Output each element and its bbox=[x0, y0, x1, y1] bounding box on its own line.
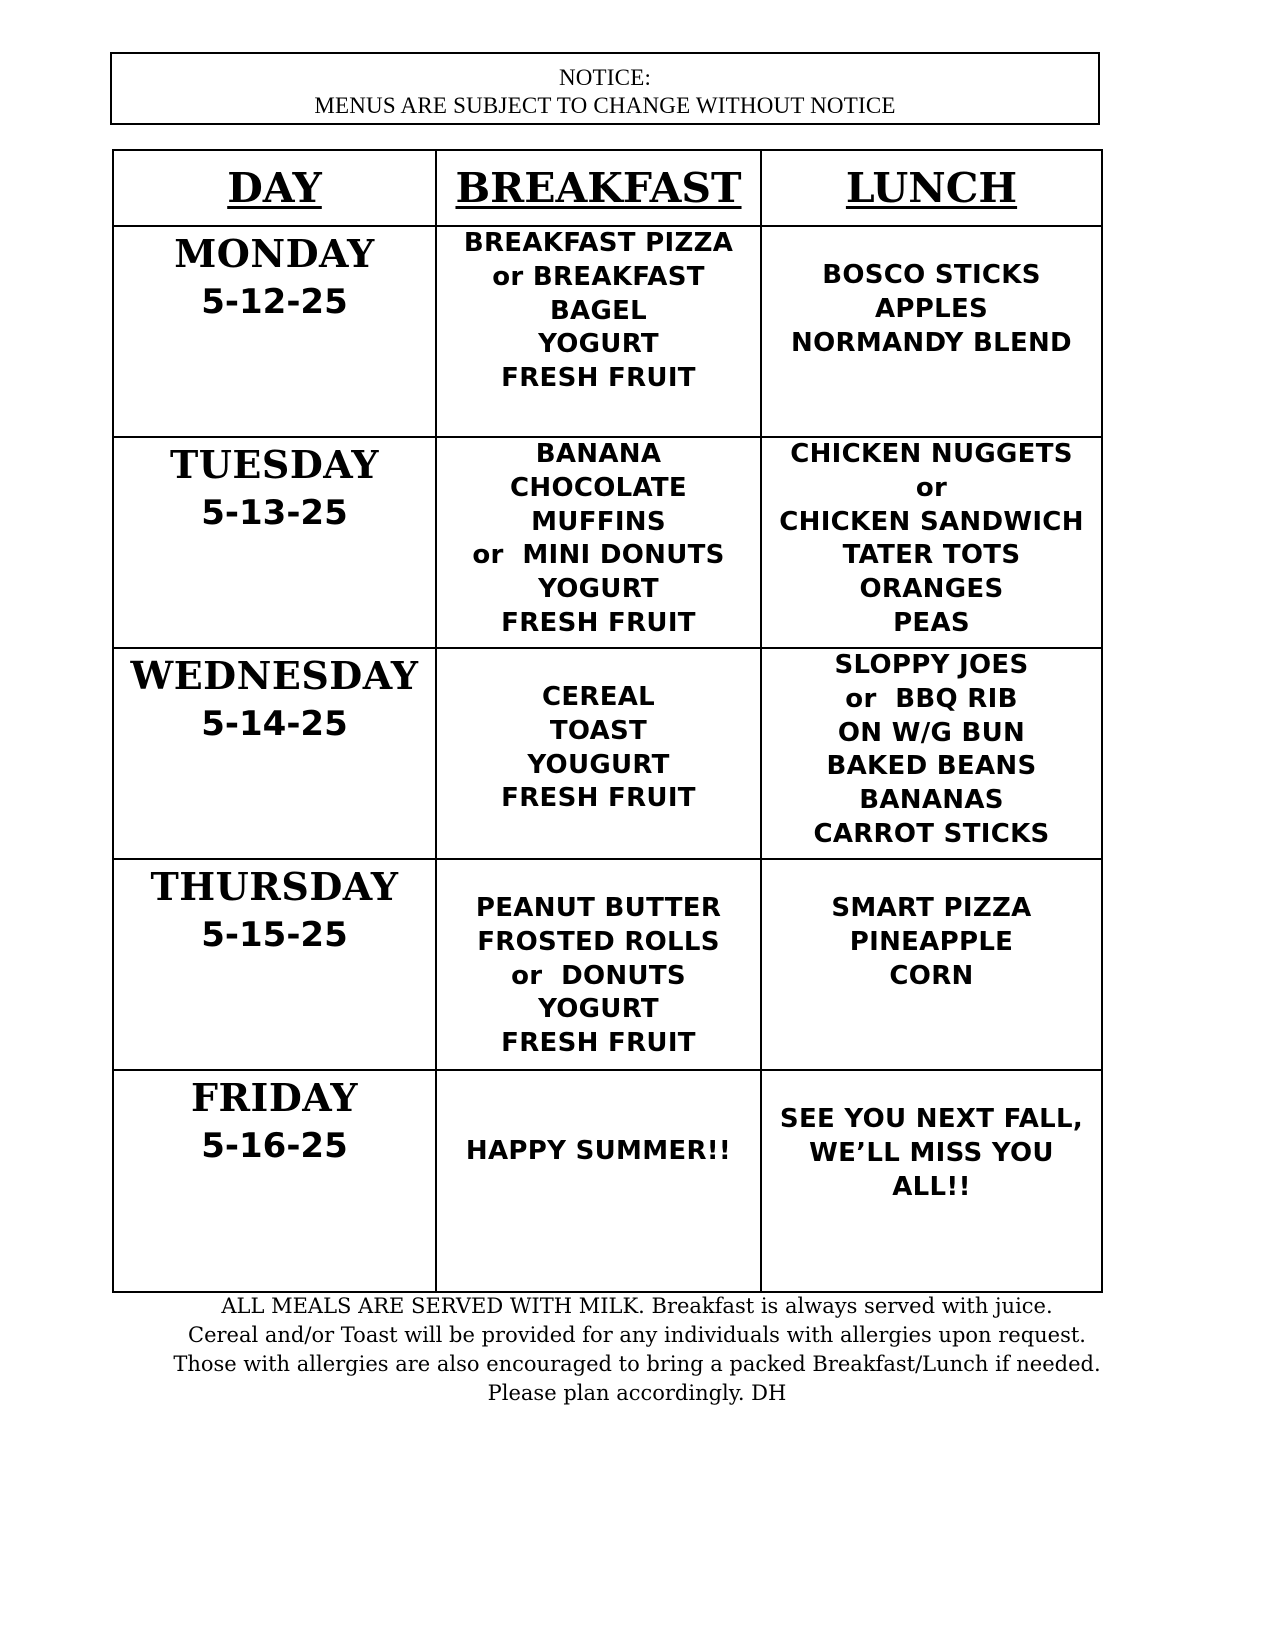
menu-item: PINEAPPLE bbox=[849, 926, 1014, 957]
lunch-items bbox=[762, 649, 1101, 852]
row-thursday bbox=[113, 859, 1102, 1070]
menu-item: CORN bbox=[889, 960, 974, 991]
menu-item: BREAKFAST PIZZA bbox=[463, 228, 734, 258]
row-friday bbox=[113, 1070, 1102, 1292]
menu-item: or BBQ RIB bbox=[845, 683, 1018, 714]
notice-heading: NOTICE: bbox=[558, 65, 652, 90]
menu-item: CEREAL bbox=[541, 682, 656, 712]
menu-item: SMART PIZZA bbox=[831, 893, 1032, 923]
row-tuesday bbox=[113, 437, 1102, 648]
footer-line: ALL MEALS ARE SERVED WITH MILK. Breakfast is always served with juice. bbox=[221, 1294, 1053, 1318]
day-name: FRIDAY bbox=[190, 1075, 358, 1120]
menu-item: or DONUTS bbox=[511, 960, 686, 991]
menu-item: FRESH FRUIT bbox=[501, 783, 696, 814]
menu-item: WE’LL MISS YOU bbox=[809, 1137, 1054, 1168]
breakfast-items bbox=[437, 438, 760, 641]
menu-item: PEANUT BUTTER bbox=[475, 893, 722, 923]
menu-item: YOGURT bbox=[538, 574, 659, 605]
menu-item: MUFFINS bbox=[531, 506, 666, 537]
notice-box bbox=[110, 52, 1100, 125]
day-cell bbox=[113, 859, 436, 1070]
day-date: 5-12-25 bbox=[201, 282, 348, 322]
day-cell bbox=[113, 648, 436, 859]
menu-item: BANANA bbox=[535, 439, 662, 469]
footer-line: Cereal and/or Toast will be provided for any individuals with allergies upon request. bbox=[188, 1323, 1086, 1347]
day-date: 5-16-25 bbox=[201, 1126, 348, 1166]
header-day: DAY bbox=[113, 150, 436, 226]
breakfast-cell bbox=[436, 226, 761, 437]
lunch-items bbox=[762, 259, 1101, 360]
menu-item: SEE YOU NEXT FALL, bbox=[779, 1104, 1084, 1134]
lunch-cell bbox=[761, 437, 1102, 648]
menu-item: SLOPPY JOES bbox=[834, 650, 1029, 680]
day-name: TUESDAY bbox=[170, 442, 379, 487]
day-date: 5-15-25 bbox=[201, 915, 348, 955]
breakfast-cell bbox=[436, 648, 761, 859]
menu-item: CHOCOLATE bbox=[510, 472, 687, 503]
menu-item: ALL!! bbox=[892, 1171, 971, 1202]
lunch-cell bbox=[761, 648, 1102, 859]
menu-item: or BREAKFAST bbox=[492, 261, 705, 292]
menu-item: YOGURT bbox=[538, 329, 659, 360]
menu-item: CARROT STICKS bbox=[813, 818, 1050, 849]
day-cell bbox=[113, 437, 436, 648]
menu-item: TATER TOTS bbox=[842, 540, 1021, 571]
header-lunch: LUNCH bbox=[761, 150, 1102, 226]
breakfast-items bbox=[437, 227, 760, 396]
menu-item: FRESH FRUIT bbox=[501, 607, 696, 638]
notice-text: MENUS ARE SUBJECT TO CHANGE WITHOUT NOTICE bbox=[314, 93, 896, 118]
footer-line: Those with allergies are also encouraged to bring a packed Breakfast/Lunch if needed. bbox=[173, 1352, 1101, 1376]
menu-item: BOSCO STICKS bbox=[822, 260, 1041, 290]
footer-line: Please plan accordingly. DH bbox=[487, 1381, 787, 1405]
lunch-cell bbox=[761, 859, 1102, 1070]
menu-item: HAPPY SUMMER!! bbox=[465, 1136, 732, 1166]
lunch-items bbox=[762, 892, 1101, 993]
menu-table bbox=[112, 149, 1103, 1293]
lunch-items bbox=[762, 438, 1101, 641]
menu-item: BANANAS bbox=[859, 785, 1004, 816]
row-wednesday bbox=[113, 648, 1102, 859]
menu-item: FROSTED ROLLS bbox=[477, 926, 720, 957]
lunch-cell bbox=[761, 226, 1102, 437]
row-monday bbox=[113, 226, 1102, 437]
breakfast-items bbox=[437, 892, 760, 1061]
menu-item: ON W/G BUN bbox=[837, 717, 1026, 748]
breakfast-cell bbox=[436, 1070, 761, 1292]
menu-item: BAGEL bbox=[549, 295, 648, 326]
header-row bbox=[113, 150, 1102, 226]
day-name: WEDNESDAY bbox=[130, 653, 419, 698]
breakfast-items bbox=[437, 681, 760, 816]
menu-item: FRESH FRUIT bbox=[501, 363, 696, 394]
footer-notes bbox=[112, 1292, 1162, 1408]
breakfast-cell bbox=[436, 859, 761, 1070]
breakfast-cell bbox=[436, 437, 761, 648]
menu-item: or MINI DONUTS bbox=[472, 540, 725, 571]
menu-item: CHICKEN SANDWICH bbox=[779, 506, 1084, 537]
day-cell bbox=[113, 226, 436, 437]
menu-item: NORMANDY BLEND bbox=[791, 327, 1072, 358]
menu-item: BAKED BEANS bbox=[826, 751, 1037, 782]
breakfast-items bbox=[437, 1135, 760, 1169]
header-breakfast: BREAKFAST bbox=[436, 150, 761, 226]
day-name: MONDAY bbox=[174, 231, 375, 276]
day-cell bbox=[113, 1070, 436, 1292]
day-name: THURSDAY bbox=[150, 864, 399, 909]
day-date: 5-13-25 bbox=[201, 493, 348, 533]
menu-item: or bbox=[915, 472, 948, 503]
lunch-cell bbox=[761, 1070, 1102, 1292]
menu-item: FRESH FRUIT bbox=[501, 1028, 696, 1059]
lunch-items bbox=[762, 1103, 1101, 1204]
menu-item: PEAS bbox=[893, 607, 970, 638]
menu-item: TOAST bbox=[549, 715, 648, 746]
menu-item: YOUGURT bbox=[527, 749, 670, 780]
menu-item: CHICKEN NUGGETS bbox=[790, 439, 1073, 469]
menu-item: APPLES bbox=[874, 293, 989, 324]
menu-item: YOGURT bbox=[538, 994, 659, 1025]
day-date: 5-14-25 bbox=[201, 704, 348, 744]
menu-item: ORANGES bbox=[859, 574, 1004, 605]
